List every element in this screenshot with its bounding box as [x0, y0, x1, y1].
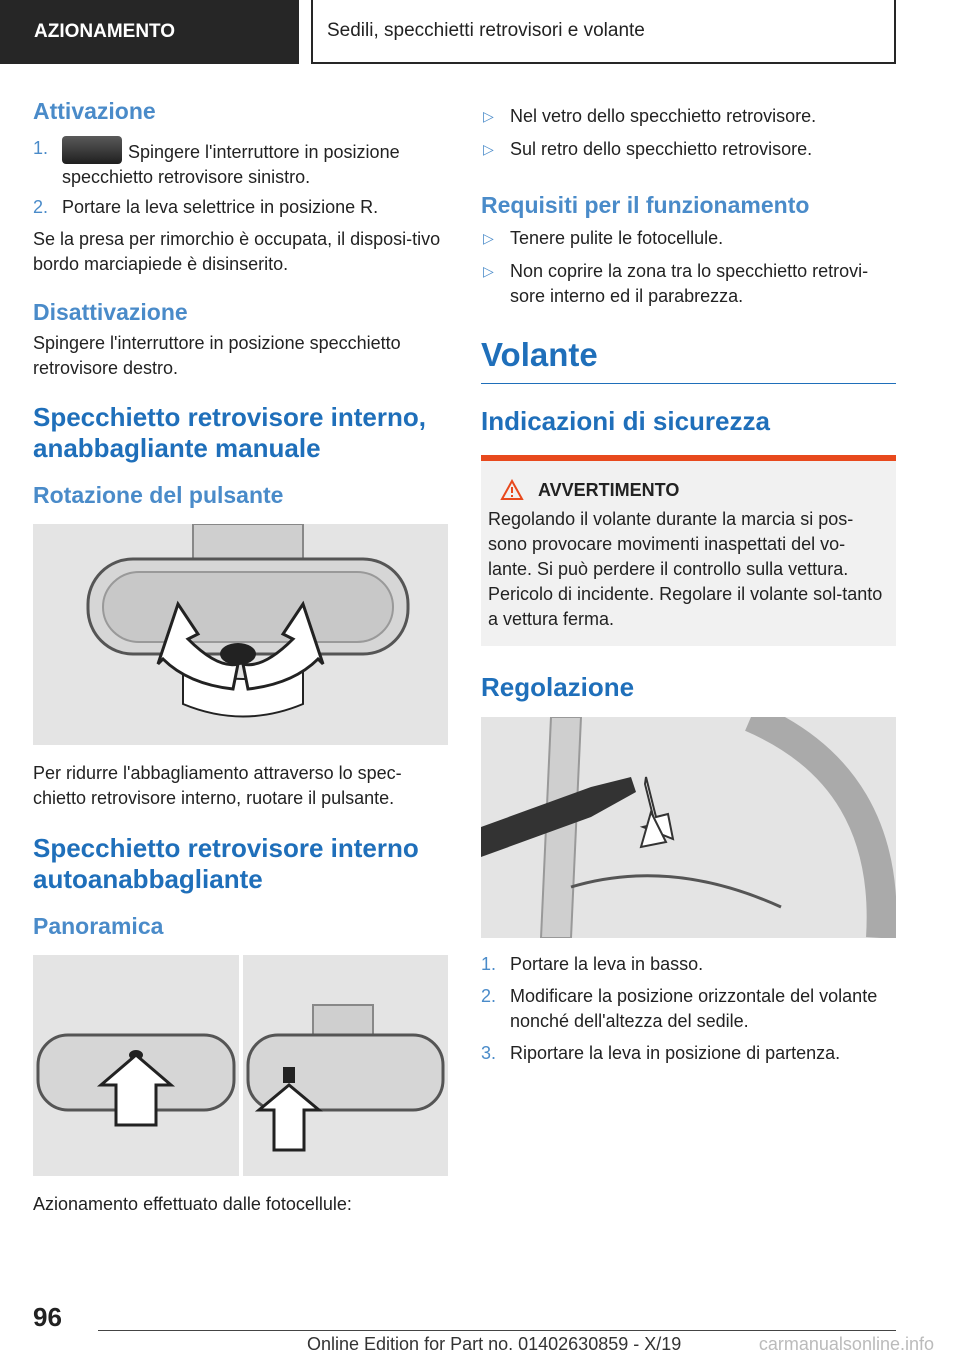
heading-rule [481, 383, 896, 384]
list-item [481, 226, 896, 251]
disattivazione-text: Spingere l'interruttore in posizione specchietto retrovisore destro. [33, 333, 401, 378]
section-label: AZIONAMENTO [34, 21, 176, 42]
attivazione-note: Se la presa per rimorchio è occupata, il disposi-tivo bordo marciapiede è disinserito. [33, 229, 441, 274]
overview-heading: Panoramica [33, 913, 164, 939]
left-column [33, 96, 448, 1217]
item-text: Nel vetro dello specchietto retrovisore. [510, 106, 817, 126]
step-text: Riportare la leva in posizione di partenza. [510, 1043, 841, 1063]
step-number: 1. [481, 954, 497, 974]
attivazione-heading: Attivazione [33, 98, 156, 124]
triangle-bullet-icon: ▷ [483, 141, 494, 157]
triangle-bullet-icon: ▷ [483, 263, 494, 279]
warning-title: AVVERTIMENTO [538, 479, 680, 500]
mirror-rotation-image [33, 524, 448, 745]
list-item [33, 136, 448, 190]
adjust-steps [481, 952, 896, 1066]
auto-text: Azionamento effettuato dalle fotocellule: [33, 1194, 352, 1214]
warning-triangle-icon [500, 479, 524, 501]
overview-images [33, 955, 448, 1176]
requirements-list [481, 226, 896, 309]
item-text: Non coprire la zona tra lo specchietto retrovi-sore interno ed il parabrezza. [510, 261, 869, 306]
step-number: 3. [481, 1043, 497, 1063]
step-text: Modificare la posizione orizzontale del volante nonché dell'altezza del sedile. [510, 986, 878, 1031]
list-item [481, 952, 896, 977]
rotation-heading: Rotazione del pulsante [33, 482, 284, 508]
list-item [481, 104, 896, 129]
volante-heading: Volante [481, 336, 598, 373]
item-text: Sul retro dello specchietto retrovisore. [510, 139, 813, 159]
mirror-back-illustration [243, 955, 448, 1176]
mirror-switch-icon [62, 136, 122, 164]
disattivazione-heading: Disattivazione [33, 299, 188, 325]
list-item [481, 259, 896, 309]
rotation-text: Per ridurre l'abbagliamento attraverso lo spec-chietto retrovisore interno, ruotare il pulsante. [33, 763, 402, 808]
attivazione-steps [33, 136, 448, 220]
triangle-bullet-icon: ▷ [483, 230, 494, 246]
footer-edition: Online Edition for Part no. 01402630859 - X/19 [307, 1334, 682, 1354]
mirror-front-illustration [33, 955, 239, 1176]
step-text: Portare la leva selettrice in posizione R. [62, 197, 379, 217]
watermark: carmanualsonline.info [758, 1334, 934, 1354]
mirror-rotation-illustration [33, 524, 448, 745]
right-column [481, 104, 896, 1066]
step-number: 2. [481, 986, 497, 1006]
warning-box [481, 455, 896, 646]
item-text: Tenere pulite le fotocellule. [510, 228, 724, 248]
list-item [33, 195, 448, 220]
triangle-bullet-icon: ▷ [483, 108, 494, 124]
warning-header [488, 479, 889, 501]
warning-text: Regolando il volante durante la marcia si pos-sono provocare movimenti inaspettati del vo-lante. Si può perdere il controllo sulla vettura. Pericolo di incidente. Regolare il volante sol-tanto a vettura ferma. [488, 509, 883, 629]
mirror-back-image [243, 955, 448, 1176]
list-item [481, 1041, 896, 1066]
step-number: 1. [33, 138, 49, 158]
page-number: 96 [33, 1302, 62, 1332]
auto-mirror-heading: Specchietto retrovisore interno autoanabbagliante [33, 833, 419, 894]
list-item [481, 137, 896, 162]
chapter-label: Sedili, specchietti retrovisori e volante [327, 20, 645, 41]
step-text: Portare la leva in basso. [510, 954, 704, 974]
mirror-front-image [33, 955, 239, 1176]
safety-heading: Indicazioni di sicurezza [481, 406, 770, 436]
step-text: Spingere l'interruttore in posizione specchietto retrovisore sinistro. [62, 142, 400, 187]
sensor-locations [481, 104, 896, 162]
step-number: 2. [33, 197, 49, 217]
steering-lever-illustration [481, 717, 896, 938]
footer-rule [98, 1330, 896, 1331]
header-section [0, 0, 299, 64]
list-item [481, 984, 896, 1034]
header-chapter [311, 0, 896, 64]
adjust-heading: Regolazione [481, 672, 635, 702]
manual-mirror-heading: Specchietto retrovisore interno, anabbagliante manuale [33, 402, 426, 463]
steering-lever-image [481, 717, 896, 938]
requirements-heading: Requisiti per il funzionamento [481, 192, 810, 218]
